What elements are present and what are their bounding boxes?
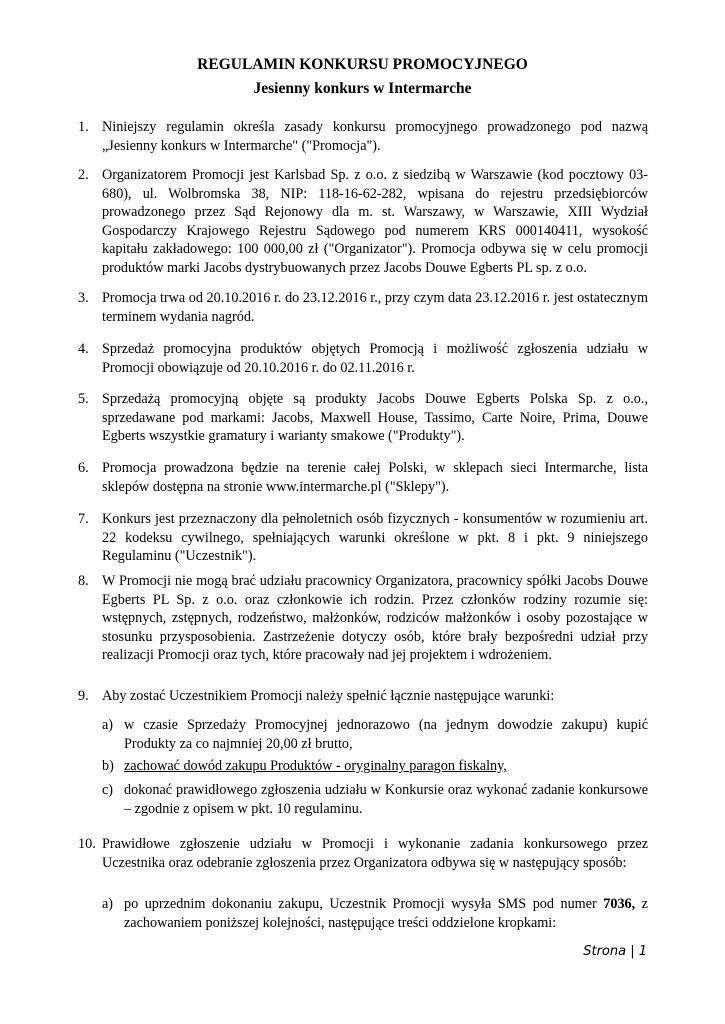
sms-text-before: po uprzednim dokonaniu zakupu, Uczestnik Promocji wysyła SMS pod numer (124, 896, 604, 912)
list-item (78, 390, 648, 446)
list-item (78, 166, 648, 278)
item-number: 4. (78, 341, 89, 357)
item-number: 5. (78, 391, 89, 407)
item-text: Aby zostać Uczestnikiem Promocji należy spełnić łącznie następujące warunki: (102, 688, 555, 704)
item-text: Promocja trwa od 20.10.2016 r. do 23.12.2016 r., przy czym data 23.12.2016 r. jest ostatecznym terminem wydania nagród. (102, 290, 648, 325)
sub-item-text (124, 895, 648, 932)
list-item (78, 118, 648, 155)
document-subtitle: Jesienny konkurs w Intermarche (253, 80, 472, 97)
sub-item-letter: a) (102, 717, 114, 733)
sub-item-text: zachować dowód zakupu Produktów - oryginalny paragon fiskalny, (124, 758, 507, 774)
list-item (78, 340, 648, 377)
sub-item-text: dokonać prawidłowego zgłoszenia udziału w Konkursie oraz wykonać zadanie konkursowe – zgodnie z opisem w pkt. 10 regulaminu. (124, 782, 648, 817)
sms-text-after: z zachowaniem poniższej kolejności, następujące treści oddzielone kropkami: (124, 896, 648, 931)
item-text: Niniejszy regulamin określa zasady konkursu promocyjnego prowadzonego pod nazwą „Jesienny konkurs w Intermarche" ("Promocja"). (102, 119, 648, 154)
item-number: 2. (78, 167, 89, 183)
list-item (78, 572, 648, 665)
sub-item-letter: c) (102, 782, 114, 798)
page-number: Strona | 1 (583, 944, 647, 959)
sub-item-letter: b) (102, 758, 114, 774)
item-number: 7. (78, 511, 89, 527)
item-text: Sprzedażą promocyjną objęte są produkty Jacobs Douwe Egberts Polska Sp. z o.o., sprzedawane pod markami: Jacobs, Maxwell House, Tassimo, Carte Noire, Prima, Douwe Egberts wszystkie gramatury i warianty smakowe ("Produkty"). (102, 391, 648, 445)
item-number: 3. (78, 290, 89, 306)
item-number: 9. (78, 688, 89, 704)
item-text: Konkurs jest przeznaczony dla pełnoletnich osób fizycznych - konsumentów w rozumieniu art. 22 kodeksu cywilnego, spełniających warunki określone w pkt. 8 i pkt. 9 niniejszego Regulaminu ("Uczestnik"). (102, 511, 648, 565)
list-item (78, 835, 648, 872)
sub-list-item (102, 757, 648, 776)
item-number: 1. (78, 119, 89, 135)
item-text: Organizatorem Promocji jest Karlsbad Sp. z o.o. z siedzibą w Warszawie (kod pocztowy 03-680), ul. Wolbromska 38, NIP: 118-16-62-282, wpisana do rejestru przedsiębiorców prowadzonego przez Sąd Rejonowy dla m. st. Warszawy, w Warszawie, XIII Wydział Gospodarczy Krajowego Rejestru Sądowego pod numerem KRS 000140411, wysokość kapitału zakładowego: 100 000,00 zł ("Organizator"). Promocja odbywa się w celu promocji produktów marki Jacobs dystrybuowanych przez Jacobs Douwe Egberts PL sp. z o.o. (102, 167, 648, 276)
sub-list-item (102, 716, 648, 753)
list-item (78, 289, 648, 326)
document-title: REGULAMIN KONKURSU PROMOCYJNEGO (197, 56, 528, 73)
sms-number: 7036, (603, 896, 636, 912)
list-item (78, 510, 648, 566)
list-item (78, 459, 648, 496)
sub-item-letter: a) (102, 896, 114, 912)
item-text: Prawidłowe zgłoszenie udziału w Promocji i wykonanie zadania konkursowego przez Uczestnika oraz odebranie zgłoszenia przez Organizatora odbywa się w następujący sposób: (102, 836, 648, 871)
list-item (78, 687, 648, 706)
sub-list-item (102, 895, 648, 932)
sub-item-text: w czasie Sprzedaży Promocyjnej jednorazowo (na jednym dowodzie zakupu) kupić Produkty za co najmniej 20,00 zł brutto, (124, 717, 648, 752)
item-text: W Promocji nie mogą brać udziału pracownicy Organizatora, pracownicy spółki Jacobs Douwe Egberts PL Sp. z o.o. oraz członkowie ich rodzin. Przez członków rodziny rozumie się: wstępnych, zstępnych, rodzeństwo, małżonków, rodziców małżonków i osoby pozostające w stosunku przysposobienia. Zastrzeżenie dotyczy osób, które brały bezpośredni udział przy realizacji Promocji oraz tych, które pracowały nad jej projektem i wdrożeniem. (102, 573, 648, 664)
item-number: 10. (78, 836, 96, 852)
item-number: 6. (78, 460, 89, 476)
item-number: 8. (78, 573, 89, 589)
item-text: Promocja prowadzona będzie na terenie całej Polski, w sklepach sieci Intermarche, lista sklepów dostępna na stronie www.intermarche.pl ("Sklepy"). (102, 460, 648, 495)
sub-list-item (102, 781, 648, 818)
item-text: Sprzedaż promocyjna produktów objętych Promocją i możliwość zgłoszenia udziału w Promocji obowiązuje od 20.10.2016 r. do 02.11.2016 r. (102, 341, 648, 376)
